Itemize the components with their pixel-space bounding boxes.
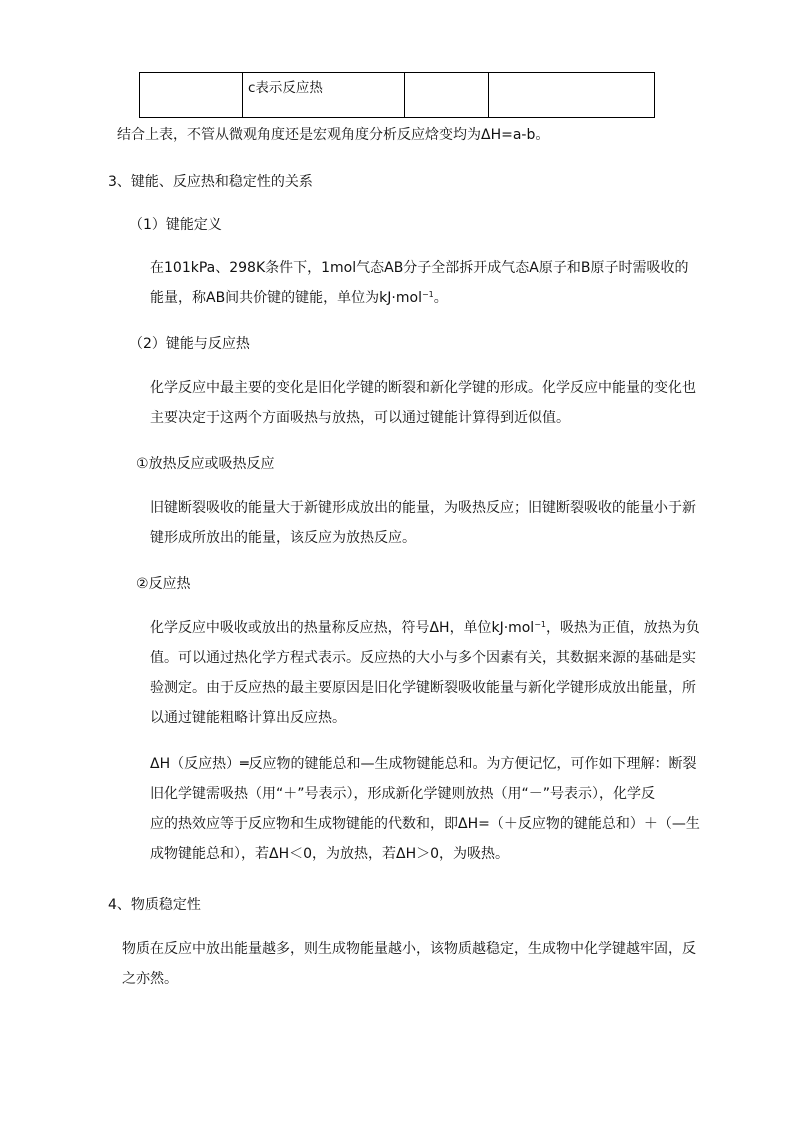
stability-text-line-1: 物质在反应中放出能量越多，则生成物能量越小，该物质越稳定，生成物中化学键越牢固，反 bbox=[122, 941, 696, 957]
table-cell bbox=[489, 73, 655, 118]
superscript: −1 bbox=[534, 620, 546, 629]
table-cell bbox=[405, 73, 489, 118]
item-2-heading bbox=[136, 574, 191, 594]
table-cell: c表示反应热 bbox=[243, 73, 405, 118]
subsection-1-heading: （1）键能定义 bbox=[129, 217, 222, 233]
reaction-heat-line-2: 值。可以通过热化学方程式表示。反应热的大小与多个因素有关，其数据来源的基础是实 bbox=[150, 650, 696, 666]
comparison-table bbox=[139, 72, 655, 118]
bond-energy-definition-line-1: 在101kPa、298K条件下，1mol气态AB分子全部拆开成气态A原子和B原子时需吸收的 bbox=[150, 260, 689, 276]
reaction-heat-line-1 bbox=[150, 618, 700, 638]
text-segment: 化学反应中吸收或放出的热量称反应热，符号ΔH，单位kJ·mol bbox=[150, 620, 535, 636]
formula-line-4: 成物键能总和），若ΔH＜0，为放热，若ΔH＞0，为吸热。 bbox=[150, 846, 510, 862]
item-1-text-line-1: 旧键断裂吸收的能量大于新键形成放出的能量，为吸热反应；旧键断裂吸收的能量小于新 bbox=[150, 500, 696, 516]
intro-line-2: 主要决定于这两个方面吸热与放热，可以通过键能计算得到近似值。 bbox=[150, 410, 570, 426]
circled-number-2: ② bbox=[136, 576, 149, 592]
summary-text: 结合上表，不管从微观角度还是宏观角度分析反应焓变均为ΔH=a-b。 bbox=[117, 127, 550, 143]
bond-energy-definition-line-2 bbox=[150, 288, 448, 308]
section-4-heading: 4、物质稳定性 bbox=[108, 897, 201, 913]
circled-number-1: ① bbox=[136, 456, 149, 472]
intro-line-1: 化学反应中最主要的变化是旧化学键的断裂和新化学键的形成。化学反应中能量的变化也 bbox=[150, 380, 696, 396]
formula-line-1: ΔH（反应热）═反应物的键能总和—生成物键能总和。为方便记忆，可作如下理解：断裂 bbox=[150, 756, 697, 772]
subsection-2-heading: （2）键能与反应热 bbox=[129, 336, 250, 352]
text-segment: ，吸热为正值，放热为负 bbox=[545, 620, 700, 636]
formula-line-2: 旧化学键需吸热（用“＋”号表示），形成新化学键则放热（用“－”号表示），化学反 bbox=[150, 786, 656, 802]
table-row bbox=[140, 73, 655, 118]
text-segment: 能量，称AB间共价键的键能，单位为kJ·mol bbox=[150, 290, 422, 306]
superscript: −1 bbox=[421, 290, 434, 299]
text-segment: 。 bbox=[433, 290, 448, 306]
table-cell bbox=[140, 73, 243, 118]
reaction-heat-line-4: 以通过键能粗略计算出反应热。 bbox=[150, 710, 346, 726]
stability-text-line-2: 之亦然。 bbox=[122, 971, 178, 987]
section-3-heading: 3、键能、反应热和稳定性的关系 bbox=[108, 174, 313, 190]
item-2-title: 反应热 bbox=[148, 576, 191, 592]
item-1-title: 放热反应或吸热反应 bbox=[148, 456, 275, 472]
item-1-text-line-2: 键形成所放出的能量，该反应为放热反应。 bbox=[150, 530, 416, 546]
item-1-heading bbox=[136, 454, 275, 474]
formula-line-3: 应的热效应等于反应物和生成物键能的代数和，即ΔH=（＋反应物的键能总和）＋（—生 bbox=[150, 816, 700, 832]
reaction-heat-line-3: 验测定。由于反应热的最主要原因是旧化学键断裂吸收能量与新化学键形成放出能量，所 bbox=[150, 680, 696, 696]
